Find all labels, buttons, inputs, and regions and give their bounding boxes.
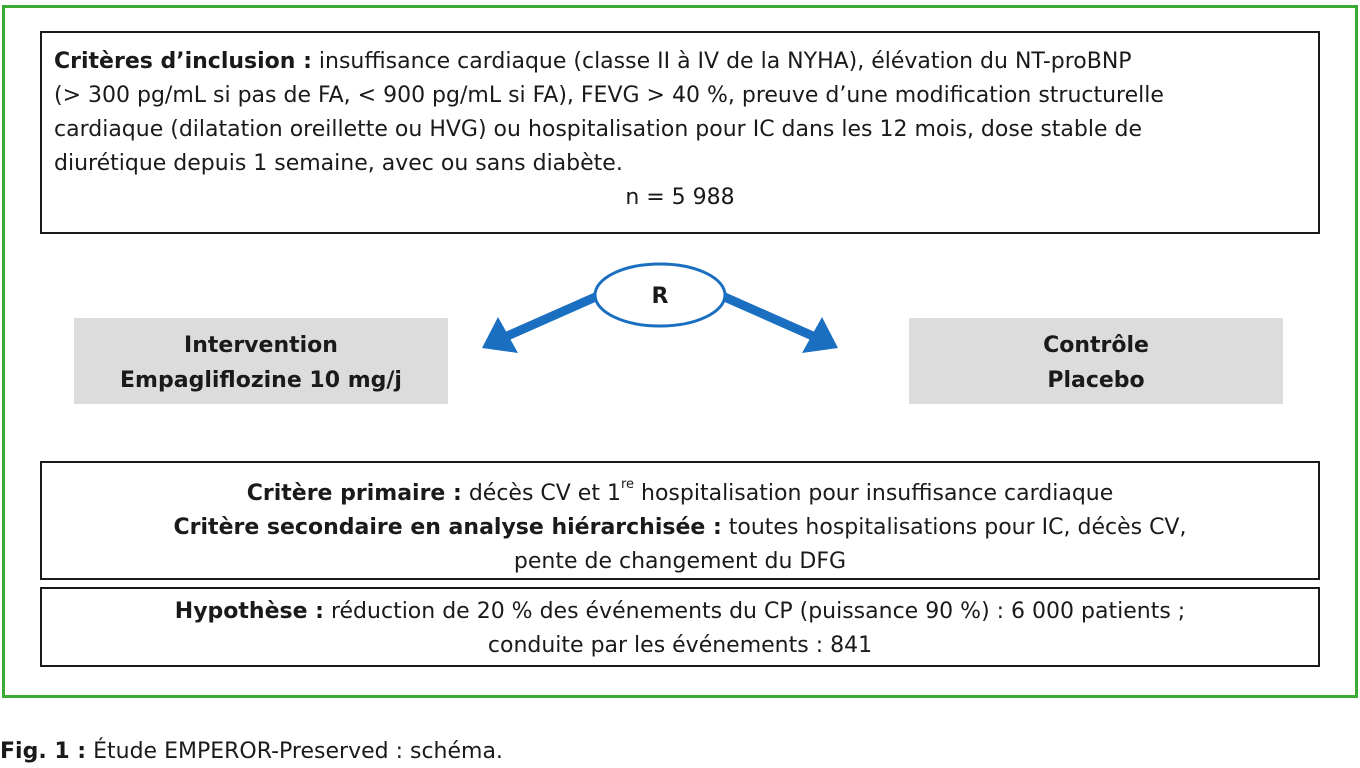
control-arm-box: [909, 318, 1283, 404]
primary-label: Critère primaire :: [246, 481, 462, 506]
secondary-label: Critère secondaire en analyse hiérarchisée :: [173, 515, 722, 540]
inclusion-text-1: insuffisance cardiaque (classe II à IV de la NYHA), élévation du NT-proBNP: [311, 49, 1132, 74]
randomization-label: R: [651, 284, 669, 309]
secondary-text: toutes hospitalisations pour IC, décès CV,: [721, 515, 1187, 540]
primary-text-b: hospitalisation pour insuffisance cardiaque: [634, 481, 1114, 506]
figure-caption: [0, 734, 503, 768]
hypothesis-label: Hypothèse :: [174, 599, 324, 624]
hypothesis-line-1: [42, 595, 1318, 629]
primary-text-a: décès CV et 1: [461, 481, 621, 506]
secondary-endpoint: [42, 511, 1318, 545]
control-title: Contrôle: [1043, 333, 1149, 358]
secondary-endpoint-cont: pente de changement du DFG: [513, 549, 847, 574]
hypothesis-box: [40, 587, 1320, 667]
endpoints-box: [40, 461, 1320, 580]
hypothesis-line-2: conduite par les événements : 841: [487, 633, 873, 658]
sample-size: n = 5 988: [625, 185, 735, 210]
inclusion-line-3: cardiaque (dilatation oreillette ou HVG) ou hospitalisation pour IC dans les 12 mois, dose stable de: [54, 117, 1143, 142]
inclusion-line-4: diurétique depuis 1 semaine, avec ou sans diabète.: [54, 151, 623, 176]
control-subtitle: Placebo: [1047, 368, 1145, 393]
intervention-title: Intervention: [184, 333, 338, 358]
caption-text: Étude EMPEROR-Preserved : schéma.: [86, 739, 503, 764]
inclusion-label: Critères d’inclusion :: [54, 49, 312, 74]
randomization-graphic: [470, 255, 850, 370]
arrow-left-line: [505, 295, 600, 337]
intervention-arm-box: [74, 318, 448, 404]
caption-label: Fig. 1 :: [0, 739, 87, 764]
arrow-right-line: [720, 295, 815, 337]
hypothesis-text: réduction de 20 % des événements du CP (puissance 90 %) : 6 000 patients ;: [323, 599, 1186, 624]
inclusion-criteria-box: [40, 31, 1320, 234]
primary-endpoint: [42, 477, 1318, 511]
intervention-subtitle: Empagliflozine 10 mg/j: [120, 368, 402, 393]
primary-sup: re: [620, 477, 635, 492]
inclusion-line-1: [54, 45, 1306, 79]
inclusion-line-2: (> 300 pg/mL si pas de FA, < 900 pg/mL si FA), FEVG > 40 %, preuve d’une modification structurelle: [54, 83, 1164, 108]
